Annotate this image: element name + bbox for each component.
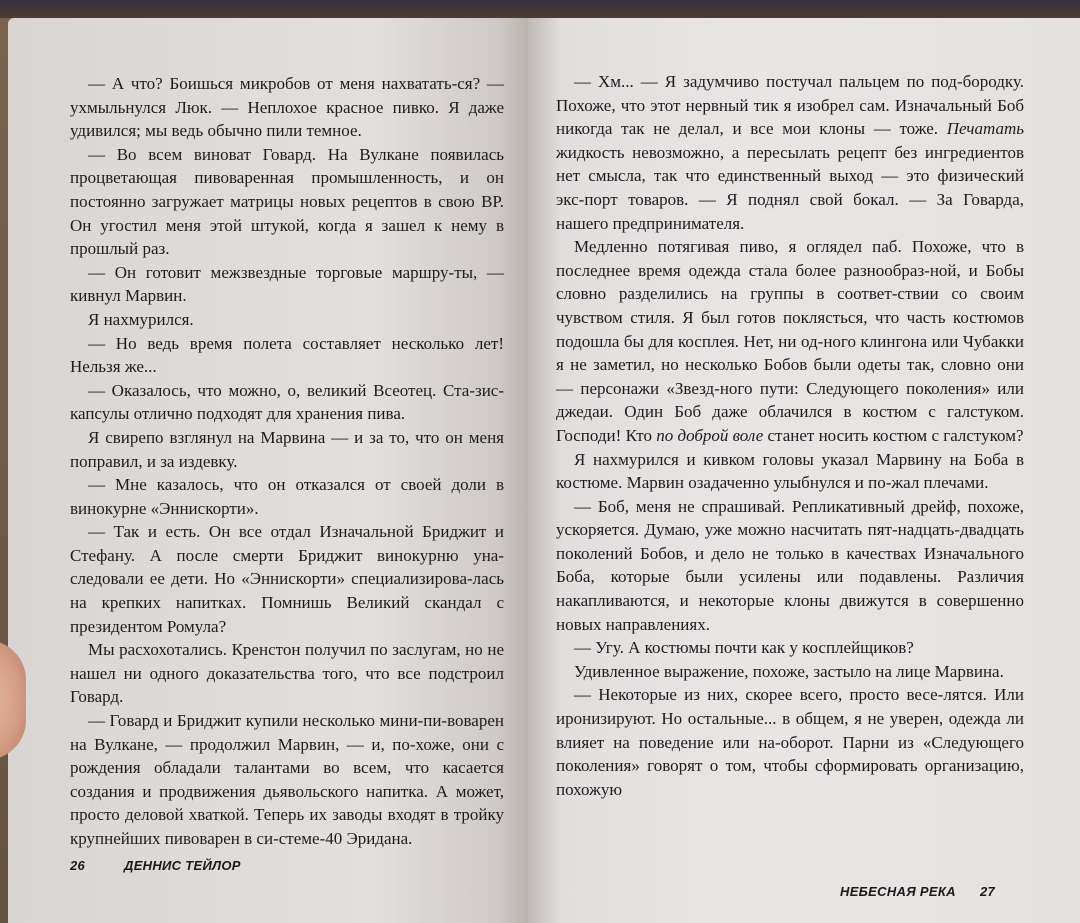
paragraph: Мы расхохотались. Кренстон получил по заслугам, но не нашел ни одного доказательства того, что все подстроил Говард.	[70, 640, 504, 707]
paragraph-text: — Хм... — Я задумчиво постучал пальцем по под-бородку. Похоже, что этот нервный тик я изобрел сам. Изначальный Боб никогда так не делал, и все мои клоны — тоже.	[556, 72, 1024, 139]
paragraph: — Так и есть. Он все отдал Изначальной Бриджит и Стефану. А после смерти Бриджит винокурню уна-следовали ее дети. Но «Эннискорти» специализирова-лась на крепких напитках. Помнишь Великий скандал с президентом Ромула?	[70, 522, 504, 636]
book-spread	[0, 18, 1080, 923]
paragraph: — Он готовит межзвездные торговые маршру-ты, — кивнул Марвин.	[70, 262, 504, 306]
paragraph: Удивленное выражение, похоже, застыло на лице Марвина.	[574, 661, 1004, 681]
paragraph: — Некоторые из них, скорее всего, просто весе-лятся. Или иронизируют. Но остальные... в общем, я не уверен, одежда ли влияет на поведение или на-оборот. Парни из «Следующего поколения» говорят о том, чтобы сформировать организацию, похожую	[556, 685, 1024, 799]
paragraph	[556, 70, 1024, 235]
running-header-author: ДЕННИС ТЕЙЛОР	[124, 858, 241, 873]
top-edge-shadow	[0, 0, 1080, 18]
paragraph: Я нахмурился и кивком головы указал Марвину на Боба в костюме. Марвин озадаченно улыбнулся и по-жал плечами.	[556, 449, 1024, 493]
right-page-text	[556, 70, 1024, 801]
paragraph-text: станет носить костюм с галстуком?	[763, 425, 1024, 445]
paragraph: — Но ведь время полета составляет несколько лет! Нельзя же...	[70, 333, 504, 377]
paragraph-text: Медленно потягивая пиво, я оглядел паб. Похоже, что в последнее время одежда стала более разнообраз-ной, и Бобы словно разделились на группы в соответ-ствии со своим чувством стиля. Я был готов поклясться, что часть костюмов подошла бы для косплея. Нет, ни од-ного клингона или Чубакки я не заметил, но несколько Бобов были одеты так, словно они — персонажи «Звезд-ного пути: Следующего поколения» или джедаи. Один Боб даже облачился в костюм с галстуком. Господи! Кто	[556, 237, 1024, 445]
page-number: 27	[980, 884, 996, 899]
left-page-text	[70, 72, 504, 851]
paragraph: Я нахмурился.	[88, 309, 194, 329]
paragraph: Я свирепо взглянул на Марвина — и за то, что он меня поправил, и за издевку.	[70, 427, 504, 471]
running-header-title: НЕБЕСНАЯ РЕКА	[840, 884, 956, 899]
paragraph: — Оказалось, что можно, о, великий Всеотец. Ста-зис-капсулы отлично подходят для хранения пива.	[70, 380, 504, 424]
paragraph: — Говард и Бриджит купили несколько мини-пи-воварен на Вулкане, — продолжил Марвин, — и, по-хоже, они с рождения обладали талантами во всем, что касается создания и продвижения дьявольского напитка. А может, просто деловой хваткой. Теперь их заводы входят в тройку крупнейших пивоварен в си-стеме-40 Эридана.	[70, 711, 504, 848]
paragraph: — Мне казалось, что он отказался от своей доли в винокурне «Эннискорти».	[70, 475, 504, 518]
italic-phrase: Печатать	[946, 119, 1024, 139]
paragraph: — Угу. А костюмы почти как у косплейщиков?	[574, 638, 914, 658]
italic-phrase: по доброй воле	[656, 425, 764, 445]
right-page	[528, 18, 1080, 923]
paragraph: — Во всем виноват Говард. На Вулкане появилась процветающая пивоваренная промышленность, и он постоянно загружает матрицы новых рецептов в свою ВР. Он угостил меня этой штукой, когда я зашел к нему в прошлый раз.	[70, 144, 504, 259]
left-page	[8, 18, 528, 923]
paragraph: — Боб, меня не спрашивай. Репликативный дрейф, похоже, ускоряется. Думаю, уже можно насчитать пят-надцать-двадцать поколений Бобов, и дело не только в качествах Изначального Боба, которые были усилены или подавлены. Различия накапливаются, и некоторые клоны движутся в совершенно новых направлениях.	[556, 496, 1024, 634]
paragraph	[556, 235, 1024, 447]
paragraph-text: жидкость невозможно, а пересылать рецепт без ингредиентов нет смысла, так что единственный выход — это физический экс-порт товаров. — Я поднял свой бокал. — За Говарда, нашего предпринимателя.	[556, 142, 1024, 233]
page-number: 26	[70, 858, 86, 873]
paragraph: — А что? Боишься микробов от меня нахватать-ся? — ухмыльнулся Люк. — Неплохое красное пивко. Я даже удивился; мы ведь обычно пили темное.	[70, 74, 504, 141]
